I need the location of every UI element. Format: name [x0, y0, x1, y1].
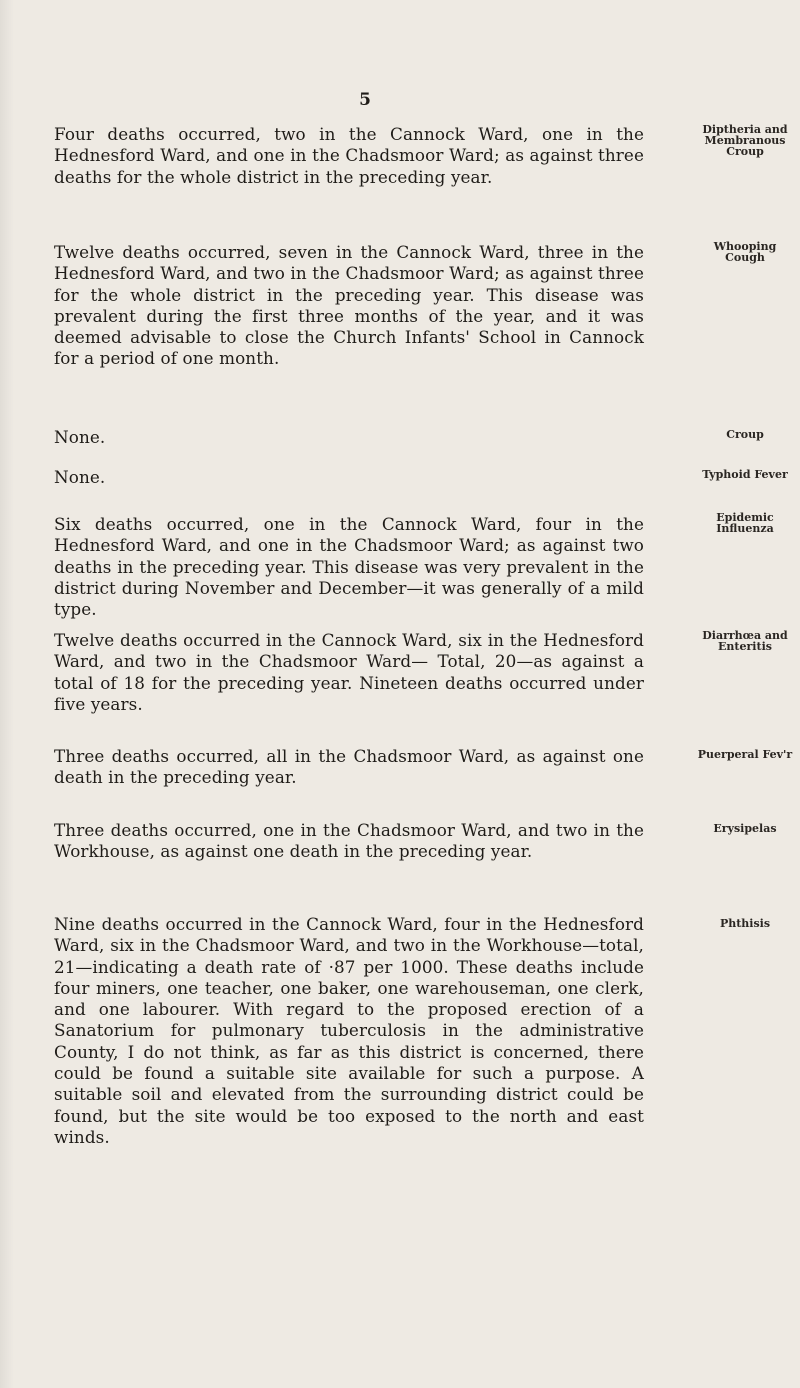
entry-croup-text: None.: [54, 427, 106, 447]
margin-label-typhoid-fever: Typhoid Fever: [702, 468, 788, 481]
margin-label-epidemic-influenza: Epidemic Influenza: [716, 511, 774, 535]
margin-label-whooping-cough: Whooping Cough: [713, 240, 777, 264]
margin-label-erysipelas: Erysipelas: [713, 822, 777, 835]
entry-croup: [54, 427, 694, 448]
entry-whooping-cough-text: Twelve deaths occurred, seven in the Cannock Ward, three in the Hednesford Ward, and two in the Chadsmoor Ward; as against three for the whole district in the preceding year. This disease was prevalent during the first three months of the year, and it was deemed advisable to close the Church Infants' School in Cannock for a period of one month.: [54, 242, 644, 369]
entry-puerperal-fever-text: Three deaths occurred, all in the Chadsmoor Ward, as against one death in the preceding year.: [54, 746, 644, 788]
entry-diphtheria: [54, 124, 694, 188]
entry-epidemic-influenza-text: Six deaths occurred, one in the Cannock Ward, four in the Hednesford Ward, and one in the Chadsmoor Ward; as against two deaths in the preceding year. This disease was very prevalent in the district during November and December—it was generally of a mild type.: [54, 514, 644, 620]
entry-erysipelas-text: Three deaths occurred, one in the Chadsmoor Ward, and two in the Workhouse, as against one death in the preceding year.: [54, 820, 644, 862]
entry-diphtheria-text: Four deaths occurred, two in the Cannock Ward, one in the Hednesford Ward, and one in the Chadsmoor Ward; as against three deaths for the whole district in the preceding year.: [54, 124, 644, 187]
margin-label-phthisis: Phthisis: [719, 917, 771, 930]
entry-phthisis-text: Nine deaths occurred in the Cannock Ward, four in the Hednesford Ward, six in the Chadsmoor Ward, and two in the Workhouse—total, 21—indicating a death rate of ·87 per 1000. These deaths include four miners, one teacher, one baker, one warehouseman, one clerk, and one labourer. With regard to the proposed erection of a Sanatorium for pulmonary tuberculosis in the administrative County, I do not think, as far as this district is concerned, there could be found a suitable site available for such a purpose. A suitable soil and elevated from the surrounding district could be found, but the site would be too exposed to the north and east winds.: [54, 914, 644, 1147]
entry-typhoid-fever-text: None.: [54, 467, 106, 487]
entry-puerperal-fever: [54, 746, 694, 789]
page-number: 5: [359, 90, 371, 110]
margin-label-diphtheria: Diptheria and Membranous Croup: [702, 123, 788, 158]
margin-label-croup: Croup: [726, 428, 764, 441]
entry-epidemic-influenza: [54, 514, 694, 620]
entry-whooping-cough: [54, 242, 694, 370]
entry-phthisis: [54, 914, 694, 1148]
entry-typhoid-fever: [54, 467, 694, 488]
page-edge-shadow: [0, 0, 14, 1388]
entry-diarrhoea-enteritis: [54, 630, 694, 715]
entry-diarrhoea-enteritis-text: Twelve deaths occurred in the Cannock Ward, six in the Hednesford Ward, and two in the Chadsmoor Ward— Total, 20—as against a total of 18 for the preceding year. Nineteen deaths occurred under five years.: [54, 630, 644, 714]
entry-erysipelas: [54, 820, 694, 863]
margin-label-diarrhoea-enteritis: Diarrhœa and Enteritis: [702, 629, 788, 653]
margin-label-puerperal-fever: Puerperal Fev'r: [697, 748, 793, 761]
